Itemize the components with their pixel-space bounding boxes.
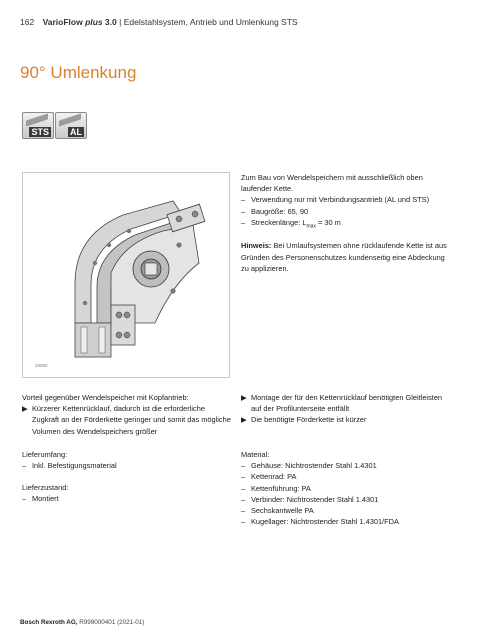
list-item: – Inkl. Befestigungsmaterial	[22, 461, 117, 471]
material-section	[241, 449, 453, 527]
list-item: – Sechskantwelle PA	[241, 506, 314, 516]
note: Hinweis: Bei Umlaufsystemen ohne rücklaufende Kette ist aus Gründen des Personenschutzes kundenseitig eine Abdeckung zu applizieren.	[241, 241, 447, 273]
advantages-right	[241, 392, 453, 426]
advantages-heading: Vorteil gegenüber Wendelspeicher mit Kopfantrieb:	[22, 393, 189, 402]
product-figure	[22, 172, 230, 378]
list-item: – Kettenrad: PA	[241, 472, 297, 482]
page-number: 162	[20, 17, 35, 27]
document-number: R999000401 (2021-01)	[77, 619, 145, 626]
scope-heading: Lieferumfang:	[22, 450, 68, 459]
list-item: – Verbinder: Nichtrostender Stahl 1.4301	[241, 494, 379, 504]
list-item: ▶ Kürzerer Kettenrücklauf, dadurch ist die erforderliche Zugkraft an der Förderkette geringer und somit das mögliche Volumen des Wendelspeichers größer	[22, 404, 231, 436]
condition-heading: Lieferzustand:	[22, 483, 69, 492]
description-intro: Zum Bau von Wendelspeichern mit ausschließlich oben laufender Kette.	[241, 173, 423, 194]
list-item: – Kettenführung: PA	[241, 483, 311, 493]
list-item: – Verwendung nur mit Verbindungsantrieb (AL und STS)	[241, 195, 430, 205]
badge-label: AL	[70, 127, 82, 137]
list-item: – Streckenlänge: $L_{max} = 30$ m	[241, 217, 341, 230]
figure-id: 34060	[35, 363, 48, 368]
company-name: Bosch Rexroth AG,	[20, 619, 78, 626]
list-item: – Montiert	[22, 494, 59, 504]
advantages-left	[22, 392, 234, 437]
description	[241, 172, 453, 274]
list-item: – Gehäuse: Nichtrostender Stahl 1.4301	[241, 461, 377, 471]
header-separator: |	[119, 17, 122, 27]
conveyor-al-icon	[59, 113, 81, 126]
scope-section	[22, 449, 222, 471]
conveyor-sts-icon	[26, 113, 48, 126]
material-heading: Material:	[241, 450, 270, 459]
badge-sts	[22, 112, 54, 139]
list-item: – Baugröße: 65, 90	[241, 206, 309, 216]
badge-al	[55, 112, 87, 139]
list-item: – Kugellager: Nichtrostender Stahl 1.4301/FDA	[241, 517, 399, 527]
list-item: ▶ Montage der für den Kettenrücklauf benötigten Gleitleisten auf der Profilunterseite entfällt	[241, 393, 443, 414]
page-title: 90° Umlenkung	[20, 63, 137, 82]
condition-section	[22, 482, 222, 504]
badge-label: STS	[31, 127, 49, 137]
page-footer	[20, 619, 144, 626]
header-subtitle: Edelstahlsystem, Antrieb und Umlenkung STS	[123, 17, 298, 27]
brand-name: VarioFlow plus 3.0	[42, 17, 117, 27]
corner-drive-drawing	[23, 173, 229, 377]
running-header	[20, 17, 298, 27]
list-item: ▶ Die benötigte Förderkette ist kürzer	[241, 415, 367, 425]
